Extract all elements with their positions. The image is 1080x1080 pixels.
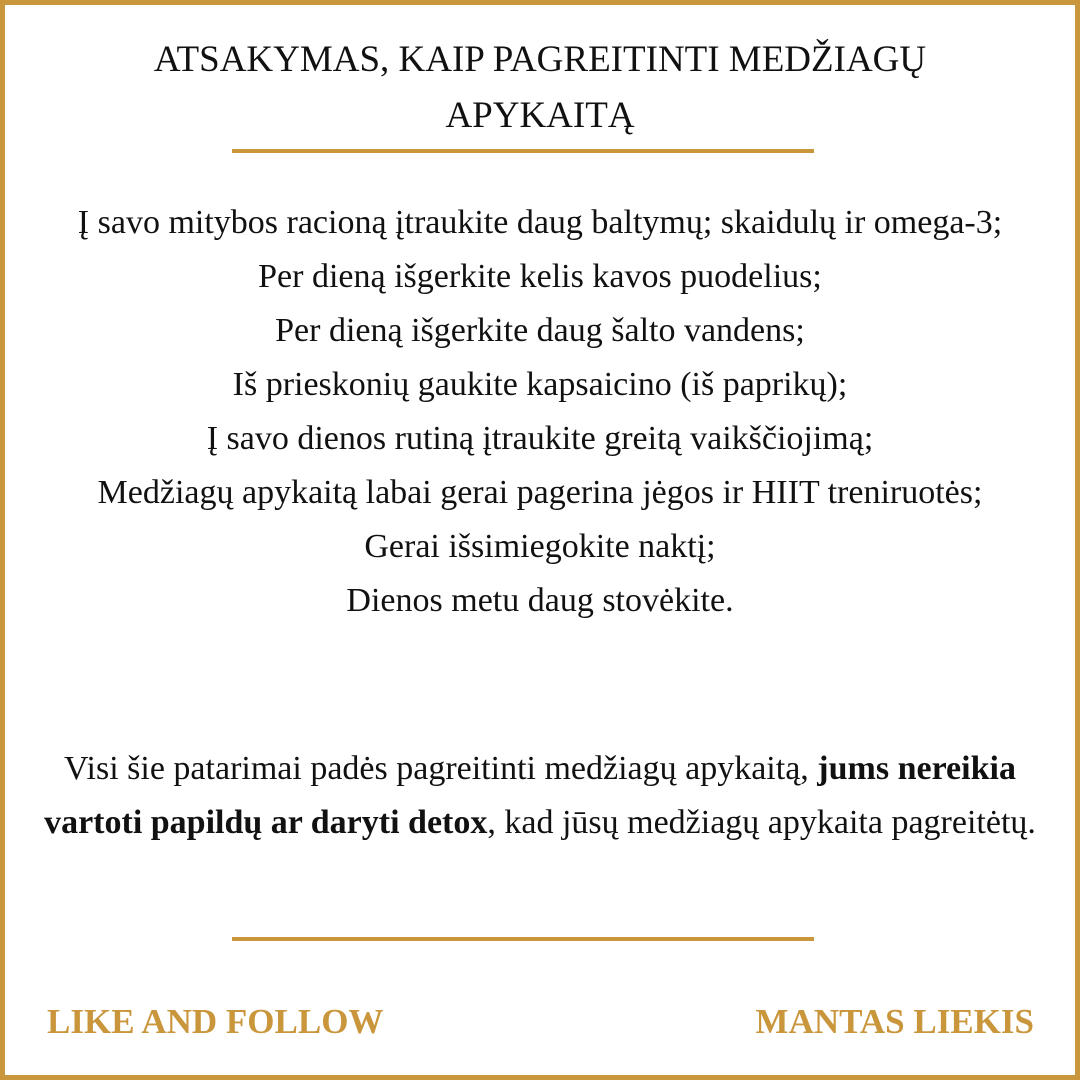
bottom-divider: [232, 937, 814, 941]
author-name: MANTAS LIEKIS: [755, 1002, 1034, 1041]
tip-line: Gerai išsimiegokite naktį;: [364, 528, 716, 565]
tip-line: Per dieną išgerkite kelis kavos puodelius;: [258, 258, 822, 295]
tip-line: Dienos metu daug stovėkite.: [346, 582, 734, 619]
summary-paragraph: [20, 742, 1060, 850]
tips-list: [0, 196, 1080, 628]
tip-line: Medžiagų apykaitą labai gerai pagerina jėgos ir HIIT treniruotės;: [97, 474, 983, 511]
like-and-follow-label: LIKE AND FOLLOW: [47, 1002, 384, 1041]
summary-bold-text: jums nereikia vartoti papildų ar daryti detox: [44, 750, 1016, 841]
top-divider: [232, 149, 814, 153]
tip-line: Per dieną išgerkite daug šalto vandens;: [275, 312, 805, 349]
tip-line: Iš prieskonių gaukite kapsaicino (iš paprikų);: [232, 366, 848, 403]
tip-line: Į savo dienos rutiną įtraukite greitą vaikščiojimą;: [206, 420, 874, 457]
summary-text-end: , kad jūsų medžiagų apykaita pagreitėtų.: [487, 804, 1036, 841]
page-title: ATSAKYMAS, KAIP PAGREITINTI MEDŽIAGŲ APYKAITĄ: [153, 39, 927, 136]
tip-line: Į savo mitybos racioną įtraukite daug baltymų; skaidulų ir omega-3;: [77, 204, 1003, 241]
summary-text-start: Visi šie patarimai padės pagreitinti medžiagų apykaitą,: [64, 750, 818, 787]
